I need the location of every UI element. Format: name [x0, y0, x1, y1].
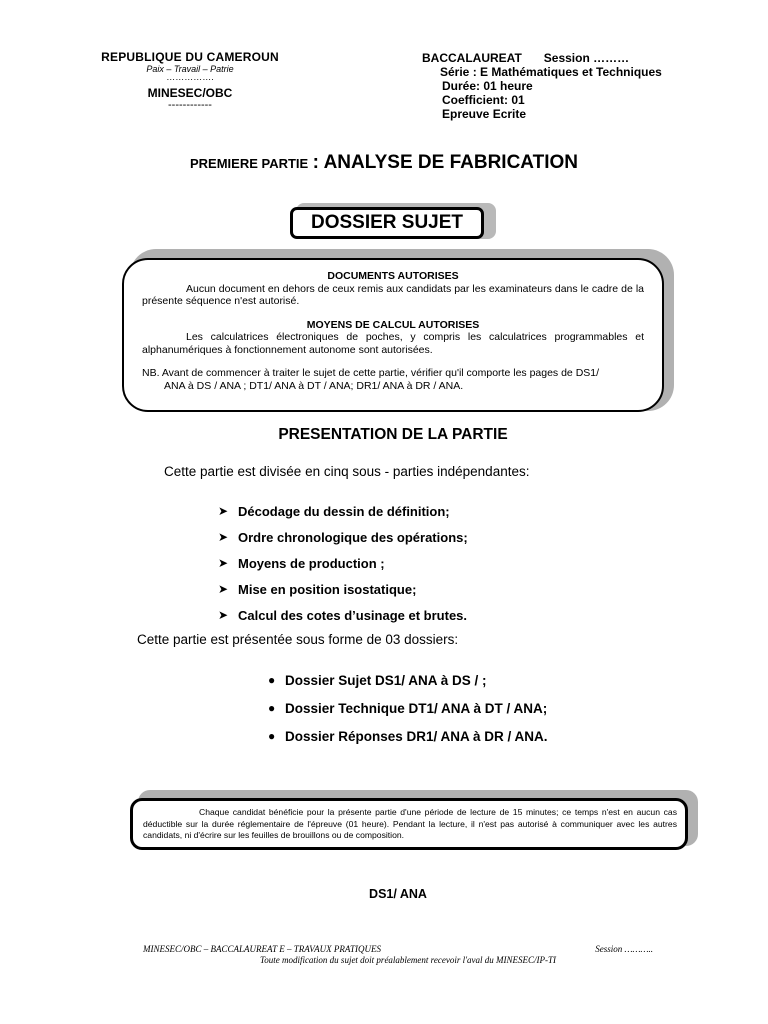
- exam-name: BACCALAUREAT: [422, 51, 522, 65]
- nb-line-2: ANA à DS / ANA ; DT1/ ANA à DT / ANA; DR1/ ANA à DR / ANA.: [164, 379, 464, 392]
- duration-label: Durée: 01 heure: [442, 79, 533, 93]
- list-item: ➤ Mise en position isostatique;: [218, 581, 417, 597]
- title-prefix: PREMIERE PARTIE: [190, 156, 309, 171]
- page-code: DS1/ ANA: [369, 887, 427, 901]
- footer-session: Session ………..: [595, 944, 653, 954]
- arrow-bullet-icon: ➤: [218, 504, 229, 518]
- page-title: [0, 152, 768, 174]
- reading-time-note: [130, 798, 688, 850]
- subparts-list: [218, 498, 468, 628]
- calc-text: Les calculatrices électroniques de poches, y compris les calculatrices programmables et alphanumériques à fonctionnement autonome sont autorisées.: [142, 331, 644, 356]
- documents-text: Aucun document en dehors de ceux remis aux candidats par les examinateurs dans le cadre de la présente séquence n'est autorisé.: [142, 282, 644, 307]
- arrow-bullet-icon: ➤: [218, 556, 229, 570]
- ministry-name: MINESEC/OBC: [147, 86, 233, 100]
- dossiers-intro: Cette partie est présentée sous forme de 03 dossiers:: [137, 632, 459, 647]
- list-item: ● Dossier Réponses DR1/ ANA à DR / ANA.: [268, 728, 548, 744]
- documents-box: [122, 258, 664, 412]
- national-motto: Paix – Travail – Patrie: [146, 64, 234, 74]
- dot-bullet-icon: ●: [268, 701, 276, 715]
- list-item: ● Dossier Sujet DS1/ ANA à DS / ;: [268, 672, 487, 688]
- header-left: [80, 50, 300, 111]
- arrow-bullet-icon: ➤: [218, 582, 229, 596]
- presentation-intro: Cette partie est divisée en cinq sous - parties indépendantes:: [164, 464, 530, 479]
- serie-label: Série : E Mathématiques et Techniques: [440, 65, 662, 79]
- list-item: ➤ Moyens de production ;: [218, 555, 385, 571]
- arrow-bullet-icon: ➤: [218, 530, 229, 544]
- presentation-title: PRESENTATION DE LA PARTIE: [278, 426, 508, 443]
- arrow-bullet-icon: ➤: [218, 608, 229, 622]
- title-main: : ANALYSE DE FABRICATION: [312, 152, 578, 173]
- footer-left: MINESEC/OBC – BACCALAUREAT E – TRAVAUX PRATIQUES: [143, 944, 382, 954]
- dossier-label-box: [290, 207, 484, 239]
- list-item: ➤ Calcul des cotes d’usinage et brutes.: [218, 607, 468, 623]
- nb-line-1: NB. Avant de commencer à traiter le sujet de cette partie, vérifier qu'il comporte les pages de DS1/: [142, 367, 600, 379]
- coefficient-label: Coefficient: 01: [442, 93, 525, 107]
- list-item: ➤ Ordre chronologique des opérations;: [218, 529, 468, 545]
- calc-heading: MOYENS DE CALCUL AUTORISES: [306, 318, 480, 331]
- ministry-separator: ------------: [168, 99, 212, 111]
- dossier-label: DOSSIER SUJET: [310, 212, 464, 233]
- country-name: REPUBLIQUE DU CAMEROUN: [101, 50, 279, 64]
- documents-heading: DOCUMENTS AUTORISES: [327, 270, 459, 282]
- exam-type-label: Epreuve Ecrite: [442, 107, 527, 121]
- footer: [143, 944, 653, 966]
- session-label: Session ………: [543, 51, 630, 65]
- dot-bullet-icon: ●: [268, 673, 276, 687]
- header-right: [422, 51, 662, 121]
- note-text: Chaque candidat bénéficie pour la présente partie d'une période de lecture de 15 minutes; ce temps n'est en aucun cas déductible sur la durée réglementaire de l'épreuve (01 heure). Pendant la lecture, il n'est pas autorisé à communiquer avec les autres candidats, ni d'écrire sur les feuilles de brouillons ou de composition.: [143, 807, 677, 840]
- list-item: ● Dossier Technique DT1/ ANA à DT / ANA;: [268, 700, 548, 716]
- footer-notice: Toute modification du sujet doit préalablement recevoir l'aval du MINESEC/IP-TI: [260, 955, 556, 965]
- dot-bullet-icon: ●: [268, 729, 276, 743]
- motto-separator: …………….: [166, 72, 214, 82]
- dossiers-list: [268, 666, 548, 750]
- list-item: ➤ Décodage du dessin de définition;: [218, 503, 450, 519]
